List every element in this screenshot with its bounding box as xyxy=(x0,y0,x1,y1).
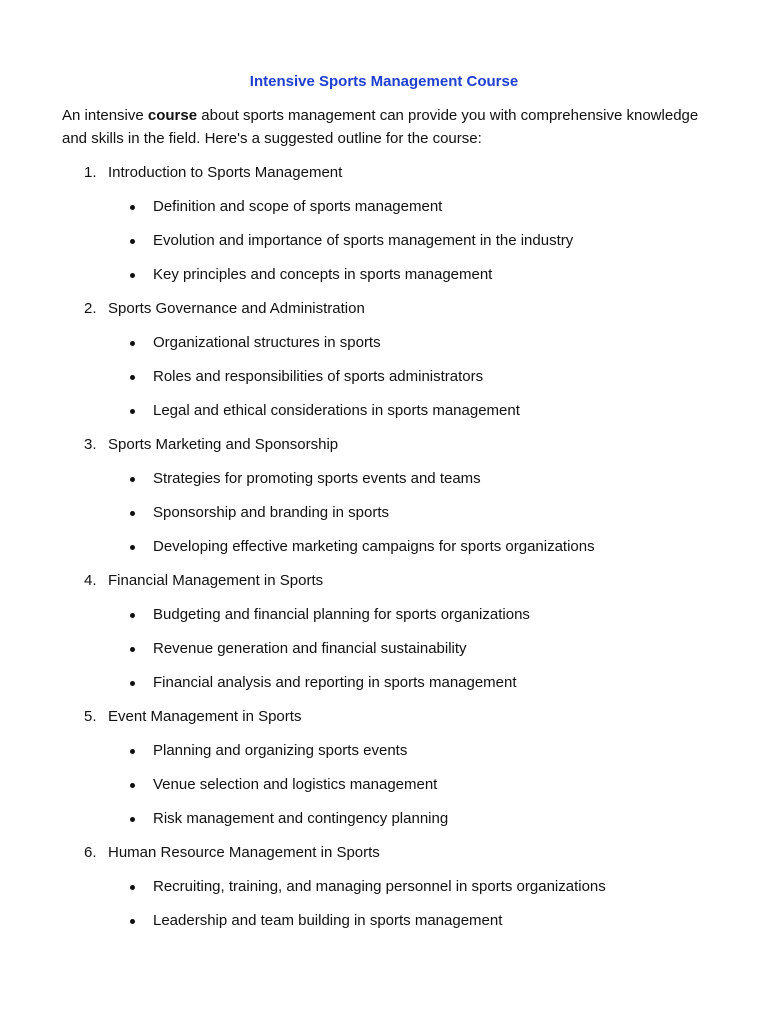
list-item xyxy=(0,366,768,400)
section-number: 2. xyxy=(84,300,97,317)
bullet-text: Definition and scope of sports management xyxy=(153,198,443,215)
section-title: Sports Marketing and Sponsorship xyxy=(108,436,339,453)
bullet-icon xyxy=(130,273,135,278)
bullet-icon xyxy=(130,613,135,618)
list-item xyxy=(0,774,768,808)
outline-section-heading xyxy=(0,434,768,468)
bullet-text: Venue selection and logistics management xyxy=(153,776,438,793)
bullet-icon xyxy=(130,817,135,822)
section-number: 5. xyxy=(84,708,97,725)
section-title: Event Management in Sports xyxy=(108,708,302,725)
list-item xyxy=(0,638,768,672)
document-title: Intensive Sports Management Course xyxy=(249,73,519,90)
list-item xyxy=(0,400,768,434)
bullet-icon xyxy=(130,409,135,414)
section-title: Human Resource Management in Sports xyxy=(108,844,380,861)
bullet-icon xyxy=(130,783,135,788)
bullet-text: Revenue generation and financial sustainability xyxy=(153,640,467,657)
bullet-text: Financial analysis and reporting in sports management xyxy=(153,674,517,691)
intro-bold-word: course xyxy=(147,107,198,124)
list-item xyxy=(0,468,768,502)
list-item xyxy=(0,604,768,638)
outline-section-heading xyxy=(0,298,768,332)
bullet-icon xyxy=(130,919,135,924)
list-item xyxy=(0,672,768,706)
list-item xyxy=(0,808,768,842)
list-item xyxy=(0,230,768,264)
bullet-text: Planning and organizing sports events xyxy=(153,742,408,759)
bullet-icon xyxy=(130,205,135,210)
list-item xyxy=(0,502,768,536)
outline-section-heading xyxy=(0,162,768,196)
section-number: 6. xyxy=(84,844,97,861)
bullet-text: Recruiting, training, and managing personnel in sports organizations xyxy=(153,878,606,895)
section-number: 3. xyxy=(84,436,97,453)
intro-text-start: An intensive xyxy=(62,107,148,124)
bullet-text: Budgeting and financial planning for sports organizations xyxy=(153,606,530,623)
list-item xyxy=(0,740,768,774)
bullet-icon xyxy=(130,375,135,380)
outline-section-heading xyxy=(0,706,768,740)
intro-text-end: about sports management can provide you with comprehensive knowledge and skills in the field. Here's a suggested outline for the course: xyxy=(62,107,699,147)
bullet-text: Key principles and concepts in sports management xyxy=(153,266,493,283)
section-number: 4. xyxy=(84,572,97,589)
bullet-text: Evolution and importance of sports management in the industry xyxy=(153,232,574,249)
list-item xyxy=(0,910,768,944)
bullet-icon xyxy=(130,341,135,346)
outline-section-heading xyxy=(0,570,768,604)
bullet-text: Risk management and contingency planning xyxy=(153,810,449,827)
list-item xyxy=(0,536,768,570)
intro-paragraph xyxy=(62,104,702,150)
bullet-icon xyxy=(130,239,135,244)
list-item xyxy=(0,876,768,910)
course-outline xyxy=(0,162,768,944)
bullet-text: Developing effective marketing campaigns for sports organizations xyxy=(153,538,595,555)
bullet-text: Sponsorship and branding in sports xyxy=(153,504,389,521)
bullet-text: Strategies for promoting sports events and teams xyxy=(153,470,481,487)
bullet-text: Organizational structures in sports xyxy=(153,334,381,351)
bullet-icon xyxy=(130,545,135,550)
list-item xyxy=(0,332,768,366)
list-item xyxy=(0,264,768,298)
section-title: Sports Governance and Administration xyxy=(108,300,365,317)
section-title: Financial Management in Sports xyxy=(108,572,324,589)
bullet-icon xyxy=(130,885,135,890)
section-title: Introduction to Sports Management xyxy=(108,164,343,181)
section-number: 1. xyxy=(84,164,97,181)
bullet-icon xyxy=(130,749,135,754)
bullet-icon xyxy=(130,647,135,652)
bullet-text: Leadership and team building in sports management xyxy=(153,912,503,929)
bullet-icon xyxy=(130,477,135,482)
bullet-icon xyxy=(130,511,135,516)
outline-section-heading xyxy=(0,842,768,876)
list-item xyxy=(0,196,768,230)
bullet-icon xyxy=(130,681,135,686)
bullet-text: Legal and ethical considerations in sports management xyxy=(153,402,520,419)
bullet-text: Roles and responsibilities of sports administrators xyxy=(153,368,484,385)
